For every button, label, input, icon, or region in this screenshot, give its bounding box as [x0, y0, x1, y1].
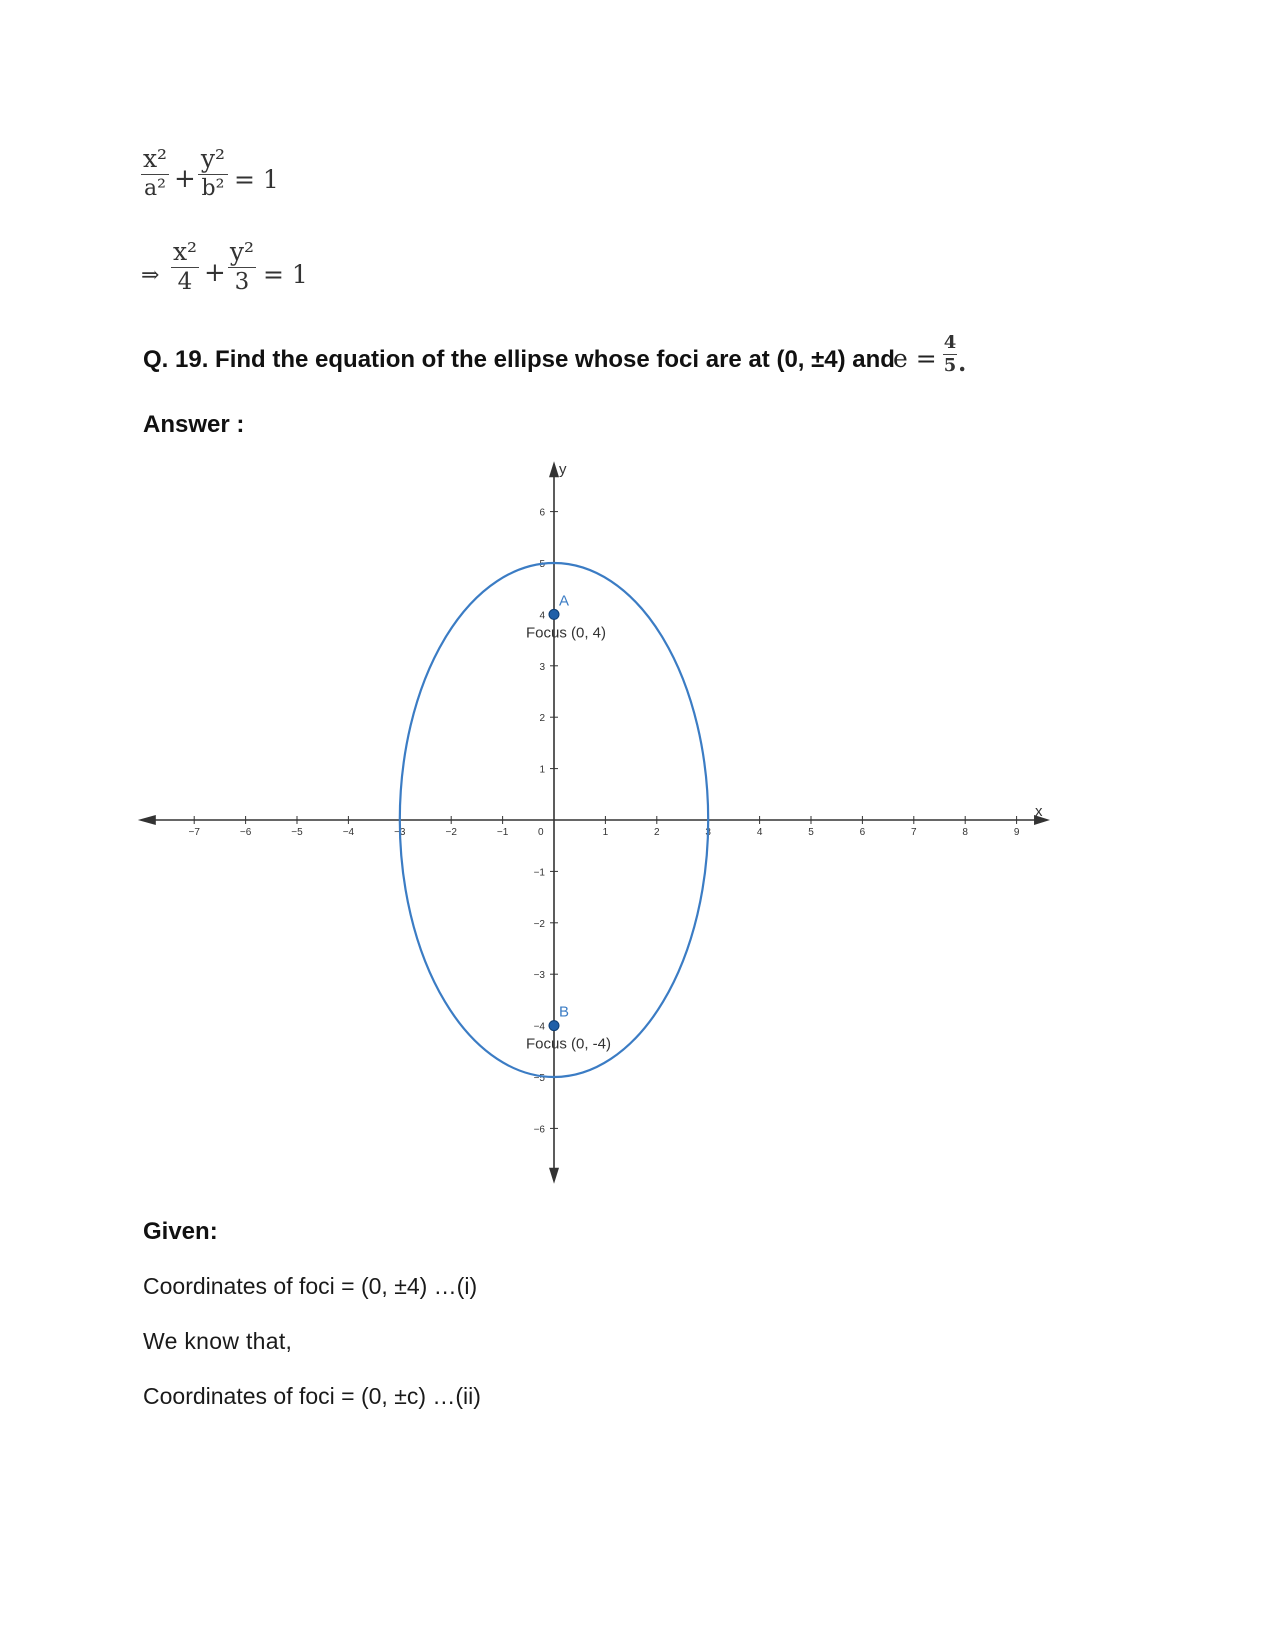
equals-one: = 1 — [263, 260, 308, 289]
x-tick-label: −3 — [394, 827, 406, 838]
x-tick-label: 9 — [1013, 827, 1020, 838]
question-text: Q. 19. Find the equation of the ellipse whose foci are at (0, ±4) and — [143, 346, 895, 373]
x-tick-label: −7 — [188, 827, 200, 838]
equals-one: = 1 — [234, 165, 279, 194]
x-tick-label: 8 — [962, 827, 968, 838]
numerator: x² — [142, 144, 168, 173]
y-tick-label: −2 — [533, 918, 545, 930]
denominator: a² — [144, 176, 166, 201]
y-tick-label: 1 — [539, 764, 545, 776]
focus-label-a: Focus (0, 4) — [526, 624, 607, 642]
denominator: b² — [201, 176, 225, 201]
x-tick-label: −5 — [291, 827, 303, 838]
denominator: 5 — [943, 355, 957, 376]
implies-arrow: ⇒ — [141, 263, 160, 288]
y-tick-label: −5 — [533, 1073, 545, 1084]
y-tick-label: 6 — [539, 507, 545, 519]
focus-name-b: B — [559, 1003, 570, 1021]
x-tick-label: 0 — [538, 827, 544, 838]
denominator: 3 — [234, 269, 250, 295]
focus-name-a: A — [559, 592, 570, 610]
y-axis-label: y — [559, 461, 567, 479]
foci-given-line: Coordinates of foci = (0, ±4) …(i) — [143, 1273, 478, 1299]
y-tick-label: 2 — [539, 713, 545, 725]
eccentricity-label: e = — [893, 344, 937, 373]
foci-formula-line: Coordinates of foci = (0, ±c) …(ii) — [143, 1383, 481, 1409]
focus-point-b — [549, 1021, 559, 1031]
numerator: y² — [200, 144, 226, 173]
y-tick-label: −6 — [533, 1124, 545, 1136]
numerator: y² — [229, 237, 255, 266]
x-tick-label: 7 — [911, 827, 917, 838]
given-label: Given: — [143, 1218, 218, 1245]
x-tick-label: 3 — [705, 827, 711, 838]
period: . — [958, 348, 967, 377]
x-axis-label: x — [1035, 803, 1043, 820]
x-tick-label: 2 — [654, 827, 660, 838]
we-know-line: We know that, — [143, 1328, 293, 1354]
y-axis-up-arrow — [549, 461, 559, 477]
numerator: x² — [172, 237, 198, 266]
y-axis-down-arrow — [549, 1168, 559, 1184]
x-tick-label: −6 — [239, 827, 252, 838]
x-tick-label: −2 — [445, 827, 457, 838]
x-tick-label: −1 — [496, 827, 509, 838]
y-tick-label: −1 — [533, 867, 545, 879]
focus-point-a — [549, 609, 559, 619]
y-tick-label: 3 — [539, 661, 545, 673]
x-tick-label: 1 — [602, 827, 609, 838]
plus-sign: + — [174, 164, 196, 194]
denominator: 4 — [177, 269, 193, 295]
x-tick-label: −4 — [342, 827, 355, 838]
answer-label: Answer : — [143, 411, 245, 438]
focus-label-b: Focus (0, -4) — [526, 1035, 612, 1053]
y-tick-label: −4 — [533, 1021, 545, 1033]
numerator: 4 — [943, 332, 957, 353]
x-tick-label: 5 — [808, 827, 814, 838]
y-tick-label: −3 — [533, 970, 545, 982]
y-tick-label: 4 — [539, 610, 545, 622]
x-tick-label: 6 — [859, 827, 866, 838]
x-axis-left-arrow — [138, 815, 156, 825]
y-tick-label: 5 — [539, 559, 545, 570]
plus-sign: + — [204, 258, 226, 288]
x-tick-label: 4 — [756, 827, 763, 838]
